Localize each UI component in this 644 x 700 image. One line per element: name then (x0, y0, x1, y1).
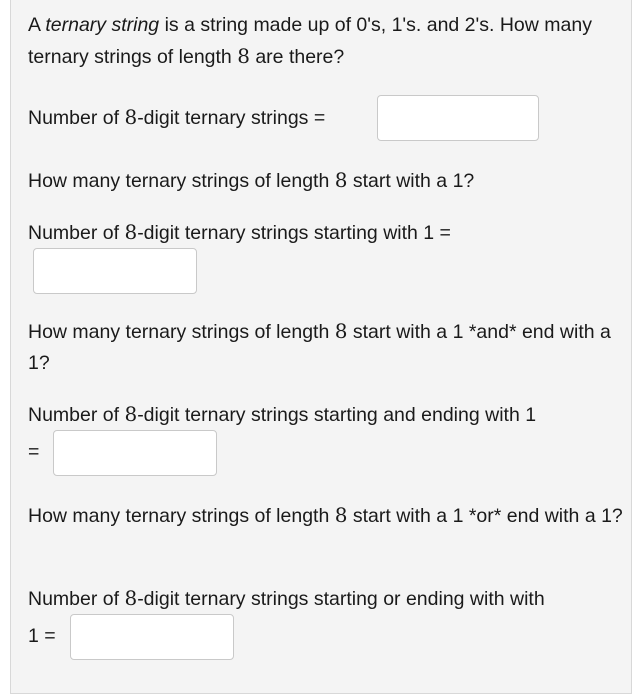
q2-label-length: 8 (124, 220, 138, 244)
question-1-text (28, 10, 628, 73)
q4-label-suffix: -digit ternary strings starting or ending with with (137, 588, 545, 610)
question-4-answer-row (28, 614, 628, 660)
q1-intro-suffix: are there? (249, 46, 345, 68)
q1-term-ternary-string: ternary string (45, 14, 160, 36)
q1-intro-middle: is a string made up of 0's, 1's. and 2's. How many ternary strings of length (28, 14, 592, 68)
answer-input-3[interactable] (53, 430, 217, 476)
q3-label-length: 8 (124, 402, 138, 426)
q1-length-value: 8 (237, 44, 250, 68)
q1-intro-prefix: A (28, 14, 46, 36)
question-4-text (28, 500, 628, 532)
question-1-answer-row (28, 95, 628, 141)
answer-input-2[interactable] (33, 248, 197, 294)
q3-intro-prefix: How many ternary strings of length (28, 321, 335, 343)
q2-label-suffix: -digit ternary strings starting with 1 = (137, 222, 451, 244)
q3-intro-suffix: start with a 1 *and* end with a 1? (28, 321, 611, 374)
answer-input-4[interactable] (70, 614, 234, 660)
q4-intro-prefix: How many ternary strings of length (28, 505, 335, 527)
q3-length-value: 8 (334, 319, 348, 343)
q2-intro-suffix: start with a 1? (347, 170, 475, 192)
question-panel (10, 0, 632, 694)
q1-label-suffix: -digit ternary strings = (137, 107, 326, 129)
answer-input-1[interactable] (377, 95, 539, 141)
q4-equals-sign: 1 = (28, 625, 56, 647)
q2-length-value: 8 (334, 168, 348, 192)
question-3-text (28, 316, 628, 379)
q1-label-length: 8 (124, 105, 138, 129)
question-3-label (28, 399, 628, 431)
question-2-label (28, 217, 628, 249)
q4-label-prefix: Number of (28, 588, 125, 610)
q4-length-value: 8 (334, 503, 348, 527)
q4-intro-suffix: start with a 1 *or* end with a 1? (347, 505, 623, 527)
question-3-answer-row (28, 430, 628, 476)
q1-label-prefix: Number of (28, 107, 125, 129)
q4-label-length: 8 (124, 586, 138, 610)
question-4-label (28, 583, 628, 615)
q3-equals-sign: = (28, 441, 40, 463)
q2-label-prefix: Number of (28, 222, 125, 244)
q2-intro-prefix: How many ternary strings of length (28, 170, 335, 192)
q3-label-prefix: Number of (28, 404, 125, 426)
q3-label-suffix: -digit ternary strings starting and ending with 1 (137, 404, 537, 426)
question-1-label (28, 102, 325, 134)
question-2-text (28, 165, 628, 197)
